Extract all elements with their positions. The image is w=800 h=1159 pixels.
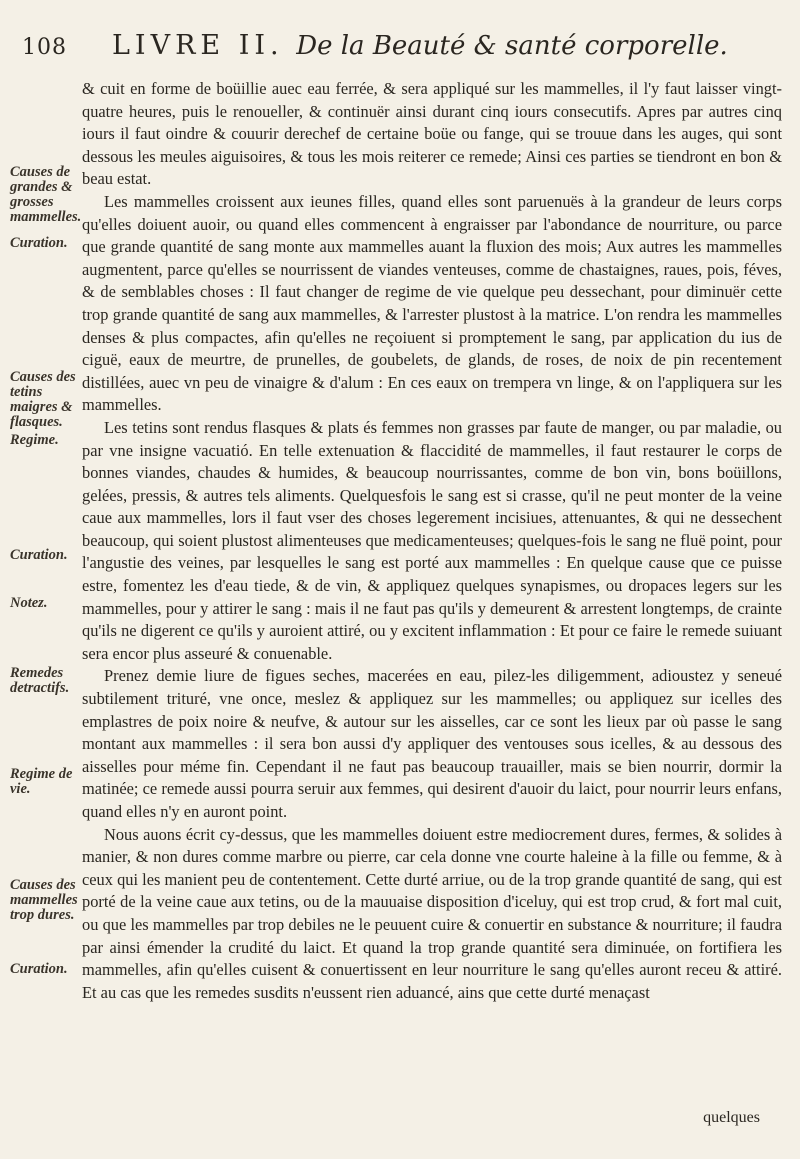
margin-note: Notez.: [10, 595, 48, 611]
body-text: [82, 78, 782, 1004]
margin-note: Curation.: [10, 547, 68, 563]
running-header: [22, 30, 770, 70]
margin-note: Remedes detractifs.: [10, 665, 70, 696]
margin-note: Regime.: [10, 432, 59, 448]
paragraph: Les mammelles croissent aux ieunes filles, quand elles sont paruenuës à la grandeur de leurs corps qu'elles doiuent auoir, ou quand elles commencent à engraisser par l'abondance de nourriture, ou parce que grande quantité de sang monte aux mammelles auant la fluxion des mois; Aux autres les mammelles augmentent, parce qu'elles se nourrissent de viandes venteuses, comme de chastaignes, raues, pois, féves, & de semblables choses : Il faut changer de regime de vie quelque peu dessechant, pour diminuër cette trop grande quantité de sang aux mammelles, & l'arrester plustost à la matrice. L'on rendra les mammelles denses & plus compactes, afin qu'elles ne reçoiuent si promptement le sang, par application du ius de ciguë, eaux de meurtre, de prunelles, de goubelets, de glands, de roses, de noix de pin recentement distillées, auec vn peu de vinaigre & d'alum : En ces eaux on trempera vn linge, & on l'appliquera sur les mammelles.: [82, 191, 782, 415]
margin-note: Curation.: [10, 961, 68, 977]
margin-note: Causes des tetins maigres & flasques.: [10, 369, 76, 430]
running-title: [112, 30, 770, 61]
margin-note: Causes des mammelles trop dures.: [10, 877, 78, 923]
margin-note: Curation.: [10, 235, 68, 251]
catchword: quelques: [703, 1109, 760, 1126]
margin-note: Causes de grandes & grosses mammelles.: [10, 164, 82, 225]
paragraph: Les tetins sont rendus flasques & plats és femmes non grasses par faute de manger, ou par maladie, ou par vne insigne vacuatió. En telle extenuation & flaccidité de mammelles, il faut restaurer le corps de bonnes viandes, chaudes & humides, & beaucoup nourrissantes, comme de bon vin, bons boüillons, gelées, pressis, & autres tels aliments. Quelquesfois le sang est si crasse, qu'il ne peut monter de la veine caue aux mammelles, lors il faut vser des choses legerement incisiues, attenuantes, & qui ne dessechent beaucoup, qui soient plustost alimenteuses que medicamenteuses; quelques-fois le sang ne fluë point, pour l'angustie des veines, par lesquelles le sang est porté aux mammelles : En quelque cause que ce puisse estre, fomentez les d'eau tiede, & de vin, & appliquez quelques synapismes, ou dropaces legers sur les mammelles, pour y attirer le sang : mais il ne faut pas qu'ils y demeurent & arrestent longtemps, de crainte qu'ils ne digerent ce qu'ils y auroient attiré, ou y excitent inflammation : Et pour ce faire le remede suiuant sera encor plus asseuré & conuenable.: [82, 417, 782, 663]
chapter-title: De la Beauté & santé corporelle.: [296, 31, 728, 61]
paragraph: Nous auons écrit cy-dessus, que les mammelles doiuent estre mediocrement dures, fermes, & solides à manier, & non dures comme marbre ou pierre, car cela donne vne courte haleine à la fille ou femme, & à ceux qui les manient peu de contentement. Cette durté arriue, ou de la trop grande quantité de sang, qui est porté de la veine caue aux tetins, ou de la mauuaise disposition d'iceluy, qui est trop crud, & fort mal cuit, ou que les mammelles par trop debiles ne le peuuent cuire & conuertir en substance & nourriture; il faudra par ainsi émender la crudité du laict. Et quand la trop grande quantité sera diminuée, on fortifiera les mammelles, afin qu'elles cuisent & conuertissent en leur nourriture le sang qu'elles auront receu & attiré. Et au cas que les remedes susdits n'eussent rien aduancé, ains que cette durté menaçast: [82, 824, 782, 1002]
book-label: LIVRE II.: [112, 30, 284, 61]
page-number: 108: [22, 35, 67, 60]
paragraph: & cuit en forme de boüillie auec eau ferrée, & sera appliqué sur les mammelles, il l'y faut laisser vingt-quatre heures, puis le renoueller, & continuër ainsi durant cinq iours consecutifs. Apres par autres cinq iours il faut oindre & couurir derechef de certaine boüe ou fange, qui se trouue dans les auges, qui sont dessous les meules aiguisoires, & tous les mois reiterer ce remede; Ainsi ces parties se tiendront en bon & beau estat.: [82, 79, 782, 189]
margin-note: Regime de vie.: [10, 766, 73, 797]
paragraph: Prenez demie liure de figues seches, macerées en eau, pilez-les diligemment, adioustez y seneué subtilement trituré, vne once, meslez & appliquez sur les mammelles; ou appliquez sur icelles des emplastres de poix noire & neufve, & autour sur les aisselles, car ce sont les lieux par où passe le sang montant aux mammelles : il sera bon aussi d'y appliquer des ventouses sous icelles, & au dessous des aisselles pour méme fin. Cependant il ne faut pas beaucoup trauailler, mais se bien nourrir, dormir la matinée; ce remede aussi pourra seruir aux femmes, qui desirent d'auoir du laict, pour nourrir leurs enfans, quand elles n'y en auront point.: [82, 666, 782, 821]
